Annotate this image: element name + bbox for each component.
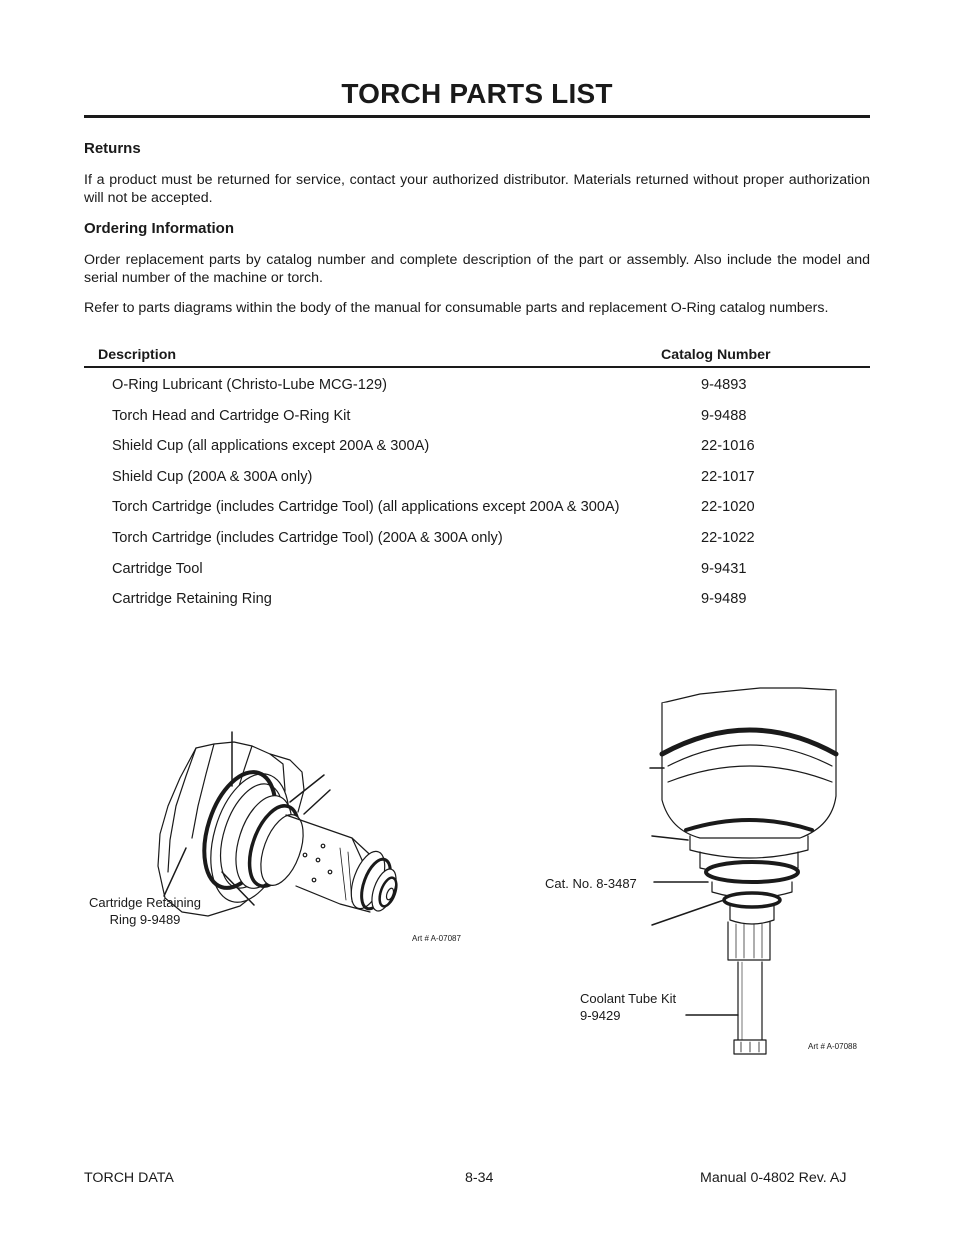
art-number-left: Art # A-07087 <box>412 934 461 943</box>
footer-manual-revision: Manual 0-4802 Rev. AJ <box>700 1170 847 1186</box>
part-description: Torch Head and Cartridge O-Ring Kit <box>112 408 351 424</box>
retaining-ring-label <box>84 894 206 928</box>
part-catalog-number: 22-1017 <box>701 469 755 485</box>
page-title: TORCH PARTS LIST <box>341 78 613 109</box>
coolant-tube-label <box>580 990 676 1024</box>
ordering-heading: Ordering Information <box>84 220 234 237</box>
part-catalog-number: 9-9488 <box>701 408 747 424</box>
art-number-right: Art # A-07088 <box>808 1042 857 1051</box>
part-description: Shield Cup (all applications except 200A & 300A) <box>112 438 430 454</box>
part-catalog-number: 9-9431 <box>701 561 747 577</box>
ordering-paragraph-2: Refer to parts diagrams within the body of the manual for consumable parts and replacement O-Ring catalog numbers. <box>84 300 829 316</box>
column-header-description: Description <box>98 347 177 363</box>
part-catalog-number: 22-1016 <box>701 438 755 454</box>
part-description: O-Ring Lubricant (Christo-Lube MCG-129) <box>112 377 387 393</box>
retaining-ring-label-line-2: Ring 9-9489 <box>109 912 181 927</box>
returns-text: If a product must be returned for service, contact your authorized distributor. Materials returned without proper authorization will not be accepted. <box>84 172 870 206</box>
footer-section: TORCH DATA <box>84 1170 174 1186</box>
part-catalog-number: 9-4893 <box>701 377 747 393</box>
column-header-catalog: Catalog Number <box>661 347 771 363</box>
part-catalog-number: 22-1022 <box>701 530 755 546</box>
torch-head-drawing <box>650 688 836 1054</box>
footer-page-number: 8-34 <box>465 1170 494 1186</box>
part-description: Cartridge Tool <box>112 561 203 577</box>
returns-heading: Returns <box>84 140 141 157</box>
cat-number-label: Cat. No. 8-3487 <box>545 876 637 891</box>
cartridge-drawing <box>158 732 401 916</box>
coolant-tube-label-line-2: 9-9429 <box>580 1008 621 1023</box>
part-catalog-number: 22-1020 <box>701 499 755 515</box>
ordering-paragraph-1: Order replacement parts by catalog number and complete description of the part or assembly. Also include the model and serial number of the machine or torch. <box>84 252 870 286</box>
part-description: Torch Cartridge (includes Cartridge Tool) (200A & 300A only) <box>112 530 503 546</box>
part-description: Torch Cartridge (includes Cartridge Tool) (all applications except 200A & 300A) <box>112 499 620 515</box>
part-description: Cartridge Retaining Ring <box>112 591 272 607</box>
part-description: Shield Cup (200A & 300A only) <box>112 469 313 485</box>
part-catalog-number: 9-9489 <box>701 591 747 607</box>
retaining-ring-label-line-1: Cartridge Retaining <box>88 895 201 910</box>
coolant-tube-label-line-1: Coolant Tube Kit <box>580 991 677 1006</box>
